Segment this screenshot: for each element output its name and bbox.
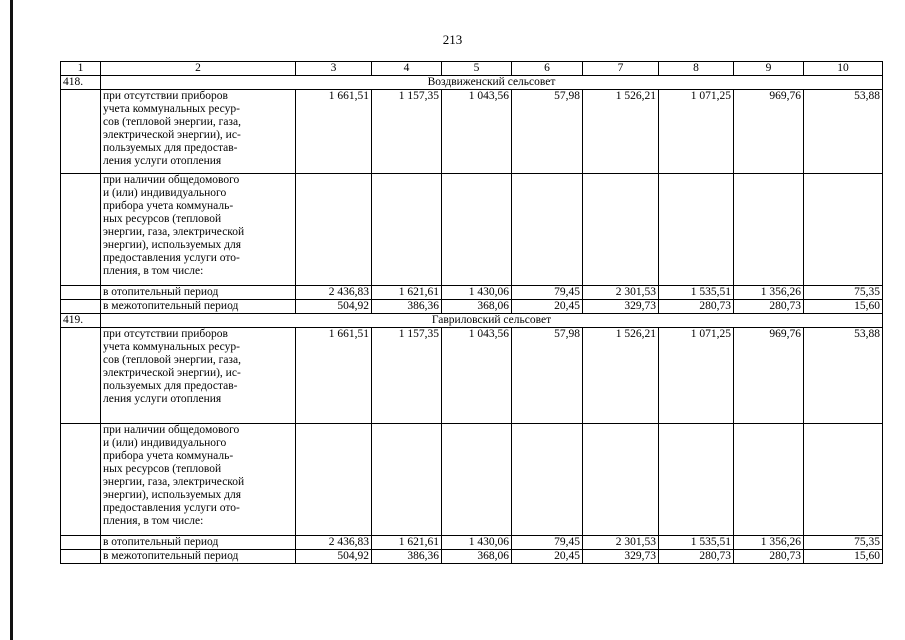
value-cell	[296, 424, 372, 536]
value-cell: 1 071,25	[659, 90, 734, 174]
value-cell: 1 043,56	[442, 328, 512, 424]
value-cell: 57,98	[512, 328, 583, 424]
value-cell: 20,45	[512, 550, 583, 564]
table-row	[61, 550, 883, 564]
row-description: в отопительный период	[101, 536, 296, 550]
row-description: при отсутствии приборов учета коммунальных ресур- сов (тепловой энергии, газа, электрической энергии), ис- пользуемых для предостав- ления услуги отопления	[101, 90, 296, 174]
header-row	[61, 62, 883, 76]
value-cell: 1 071,25	[659, 328, 734, 424]
value-cell: 2 301,53	[583, 536, 659, 550]
value-cell: 329,73	[583, 300, 659, 314]
value-cell: 1 661,51	[296, 328, 372, 424]
section-title: Гавриловский сельсовет	[101, 314, 883, 328]
value-cell: 1 661,51	[296, 90, 372, 174]
value-cell: 15,60	[804, 300, 883, 314]
value-cell: 329,73	[583, 550, 659, 564]
value-cell: 1 526,21	[583, 328, 659, 424]
value-cell: 2 436,83	[296, 286, 372, 300]
section-id: 418.	[61, 76, 101, 90]
column-header: 2	[101, 62, 296, 76]
value-cell	[659, 424, 734, 536]
row-description: при наличии общедомового и (или) индивидуального прибора учета коммуналь- ных ресурсов (тепловой энергии, газа, электрической энергии), используемых для предоставления услуги ото- пления, в том числе:	[101, 174, 296, 286]
value-cell: 15,60	[804, 550, 883, 564]
row-description: в межотопительный период	[101, 300, 296, 314]
table-row	[61, 300, 883, 314]
row-number-cell	[61, 300, 101, 314]
table-row	[61, 174, 883, 286]
section-id: 419.	[61, 314, 101, 328]
value-cell: 79,45	[512, 286, 583, 300]
value-cell: 368,06	[442, 550, 512, 564]
value-cell	[804, 424, 883, 536]
section-title: Воздвиженский сельсовет	[101, 76, 883, 90]
value-cell	[583, 424, 659, 536]
tariff-table	[60, 61, 883, 564]
column-header: 6	[512, 62, 583, 76]
row-number-cell	[61, 550, 101, 564]
column-header: 8	[659, 62, 734, 76]
value-cell: 57,98	[512, 90, 583, 174]
value-cell: 20,45	[512, 300, 583, 314]
value-cell	[512, 174, 583, 286]
row-description: в межотопительный период	[101, 550, 296, 564]
table-row	[61, 536, 883, 550]
table-row	[61, 286, 883, 300]
value-cell	[372, 424, 442, 536]
value-cell: 1 430,06	[442, 536, 512, 550]
value-cell	[372, 174, 442, 286]
row-number-cell	[61, 424, 101, 536]
row-description: при отсутствии приборов учета коммунальных ресур- сов (тепловой энергии, газа, электрической энергии), ис- пользуемых для предостав- ления услуги отопления	[101, 328, 296, 424]
value-cell: 1 157,35	[372, 328, 442, 424]
value-cell	[734, 424, 804, 536]
value-cell: 1 043,56	[442, 90, 512, 174]
value-cell: 969,76	[734, 328, 804, 424]
value-cell: 1 430,06	[442, 286, 512, 300]
value-cell	[442, 174, 512, 286]
value-cell: 504,92	[296, 550, 372, 564]
value-cell: 1 621,61	[372, 536, 442, 550]
table-row	[61, 328, 883, 424]
column-header: 10	[804, 62, 883, 76]
value-cell: 75,35	[804, 536, 883, 550]
table-row	[61, 90, 883, 174]
column-header: 5	[442, 62, 512, 76]
value-cell: 1 356,26	[734, 286, 804, 300]
value-cell: 1 356,26	[734, 536, 804, 550]
column-header: 4	[372, 62, 442, 76]
left-margin-bar	[10, 0, 13, 640]
value-cell	[659, 174, 734, 286]
page-number: 213	[442, 32, 463, 47]
row-number-cell	[61, 536, 101, 550]
row-number-cell	[61, 286, 101, 300]
section-row	[61, 76, 883, 90]
row-number-cell	[61, 174, 101, 286]
column-header: 9	[734, 62, 804, 76]
row-description: при наличии общедомового и (или) индивидуального прибора учета коммуналь- ных ресурсов (тепловой энергии, газа, электрической энергии), используемых для предоставления услуги ото- пления, в том числе:	[101, 424, 296, 536]
value-cell: 53,88	[804, 90, 883, 174]
value-cell	[442, 424, 512, 536]
row-number-cell	[61, 90, 101, 174]
value-cell: 1 157,35	[372, 90, 442, 174]
value-cell: 368,06	[442, 300, 512, 314]
value-cell: 1 535,51	[659, 536, 734, 550]
table-row	[61, 424, 883, 536]
value-cell: 386,36	[372, 300, 442, 314]
value-cell: 2 301,53	[583, 286, 659, 300]
value-cell	[296, 174, 372, 286]
column-header: 7	[583, 62, 659, 76]
value-cell: 53,88	[804, 328, 883, 424]
value-cell: 79,45	[512, 536, 583, 550]
column-header: 1	[61, 62, 101, 76]
column-header: 3	[296, 62, 372, 76]
row-description: в отопительный период	[101, 286, 296, 300]
section-row	[61, 314, 883, 328]
value-cell: 280,73	[659, 300, 734, 314]
value-cell: 280,73	[734, 550, 804, 564]
value-cell: 1 535,51	[659, 286, 734, 300]
value-cell	[512, 424, 583, 536]
value-cell: 969,76	[734, 90, 804, 174]
value-cell: 386,36	[372, 550, 442, 564]
value-cell: 280,73	[659, 550, 734, 564]
value-cell: 280,73	[734, 300, 804, 314]
value-cell: 1 526,21	[583, 90, 659, 174]
value-cell: 2 436,83	[296, 536, 372, 550]
value-cell	[583, 174, 659, 286]
value-cell	[804, 174, 883, 286]
value-cell: 75,35	[804, 286, 883, 300]
value-cell: 1 621,61	[372, 286, 442, 300]
row-number-cell	[61, 328, 101, 424]
value-cell: 504,92	[296, 300, 372, 314]
value-cell	[734, 174, 804, 286]
